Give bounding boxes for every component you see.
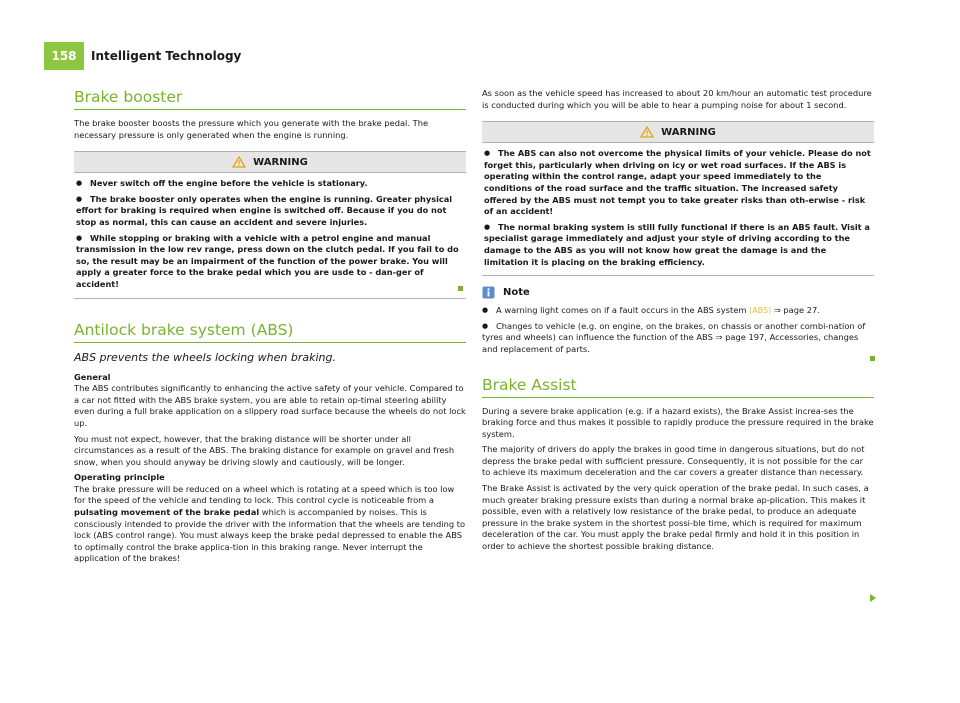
warning-item: ● Never switch off the engine before the vehicle is stationary. (76, 178, 368, 189)
note-title: Note (503, 287, 530, 299)
warning-header (482, 122, 874, 143)
right-column (482, 88, 874, 557)
brake-assist-p2: The majority of drivers do apply the brakes in good time in dangerous situations, but do not depress the brake pedal with sufficient pressure. Consequently, it is not possible for the car to achieve its maximum deceleration and the car covers a greater distance than necessary. (482, 444, 865, 478)
warning-item: ● While stopping or braking with a vehicle with a petrol engine and manual transmission in the low rev range, press down on the clutch pedal. If you fail to do so, the result may be an impairment of the function of the power brake. You will apply a greater force to the brake pedal which you are usde to - dan-ger of accident! (76, 232, 459, 289)
bullet-icon: ● (484, 222, 491, 231)
abs-warning-light-icon: (ABS) (749, 306, 772, 316)
abs-lead: ABS prevents the wheels locking when braking. (74, 350, 336, 364)
warning-title: WARNING (661, 126, 716, 138)
bullet-icon: ● (482, 321, 489, 330)
bullet-icon: ● (76, 233, 83, 242)
bullet-icon: ● (484, 149, 491, 158)
bullet-icon: ● (76, 194, 83, 203)
note-item-vehicle-changes: ● Changes to vehicle (e.g. on engine, on the brakes, on chassis or another combi-nation of tyres and wheels) can influence the function of the ABS ⇒ page 197, Accessories, changes and replacement of parts. (482, 320, 866, 354)
page-ref-link[interactable]: ⇒ page 27. (773, 305, 820, 316)
abs-general-p1: The ABS contributes significantly to enhancing the active safety of your vehicle. Compared to a car not fitted with the ABS brake system, you are able to retain op-timal steering ability even during a full brake application on a slippery road surface because the wheels do not lock up. (74, 383, 466, 428)
warning-header (74, 152, 466, 173)
abs-general-p2: You must not expect, however, that the braking distance will be shorter under all circumstances as a result of the ABS. The braking distance for example on gravel and fresh snow, when you should anyway be driving slowly and cautiously, will be longer. (74, 433, 455, 467)
chapter-title: Intelligent Technology (91, 49, 242, 63)
abs-operating-title: Operating principle (74, 472, 165, 483)
bullet-icon: ● (76, 179, 83, 188)
warning-triangle-icon (232, 156, 246, 168)
warning-box-abs (482, 121, 874, 276)
continue-arrow-icon (870, 594, 876, 602)
info-icon (482, 286, 495, 299)
abs-general-title: General (74, 371, 111, 382)
warning-item: ● The normal braking system is still fully functional if there is an ABS fault. Visit a specialist garage immediately and adjust your style of driving according to the damage to the ABS as you will not know how great the damage is and the limitation it is placing on the braking efficiency. (484, 221, 870, 267)
section-end-marker (870, 356, 875, 361)
left-column (74, 88, 466, 569)
brake-assist-p1: During a severe brake application (e.g. if a hazard exists), the Brake Assist increa-ses the braking force and thus makes it possible to rapidly produce the pressure required in the brake system. (482, 405, 874, 439)
abs-operating-text: The brake pressure will be reduced on a wheel which is rotating at a speed which is too low for the speed of the vehicle and tending to lock. This control cycle is noticeable from a pulsating movement of the brake pedal which is accompanied by noises. This is consciously intended to provide the driver with the information that the wheels are tending to lock (ABS control range). You must always keep the brake pedal depressed to enable the ABS to optimally control the brake applica-tion in this braking range. Never interrupt the application of the brakes! (74, 483, 466, 564)
bullet-icon: ● (482, 306, 489, 315)
heading-abs: Antilock brake system (ABS) (74, 321, 466, 343)
brake-assist-p3: The Brake Assist is activated by the very quick operation of the brake pedal. In such cases, a much greater braking pressure exists than during a normal brake ap-plication. This makes it possible, even with a relatively low resistance of the brake pedal, to produce an adequate pressure in the brake system in the shortest possi-ble time, which is required for maximum deceleration of the car. You must apply the brake pedal firmly and hold it in this position in order to achieve the shortest possible braking distance. (482, 483, 869, 552)
warning-item: ● The ABS can also not overcome the physical limits of your vehicle. Please do not forget this, particularly when driving on icy or wet road surfaces. If the ABS is operating within the control range, adapt your speed immediately to the conditions of the road surface and the traffic situation. The increased safety offered by the ABS must not tempt you to take greater risks than oth-erwise - risk of an accident! (484, 148, 871, 217)
section-end-marker (458, 286, 463, 291)
warning-triangle-icon (640, 126, 654, 138)
note-item-warning-light: ● A warning light comes on if a fault occurs in the ABS system (ABS) ⇒ page 27. (482, 305, 820, 316)
warning-box-brake-booster (74, 151, 466, 298)
warning-item: ● The brake booster only operates when the engine is running. Greater physical effort for braking is required when engine is switched off. Because if you do not stop as normal, this can cause an accident and severe injuries. (76, 193, 453, 227)
brake-booster-intro: The brake booster boosts the pressure which you generate with the brake pedal. The necessary pressure is only generated when the engine is running. (74, 118, 429, 140)
note-header (482, 286, 874, 299)
warning-title: WARNING (253, 156, 308, 168)
page-number: 158 (44, 42, 84, 70)
heading-brake-assist: Brake Assist (482, 376, 874, 398)
heading-brake-booster: Brake booster (74, 88, 466, 110)
abs-auto-test: As soon as the vehicle speed has increased to about 20 km/hour an automatic test procedure is conducted during which you will be able to hear a pumping noise for about 1 second. (482, 88, 872, 110)
